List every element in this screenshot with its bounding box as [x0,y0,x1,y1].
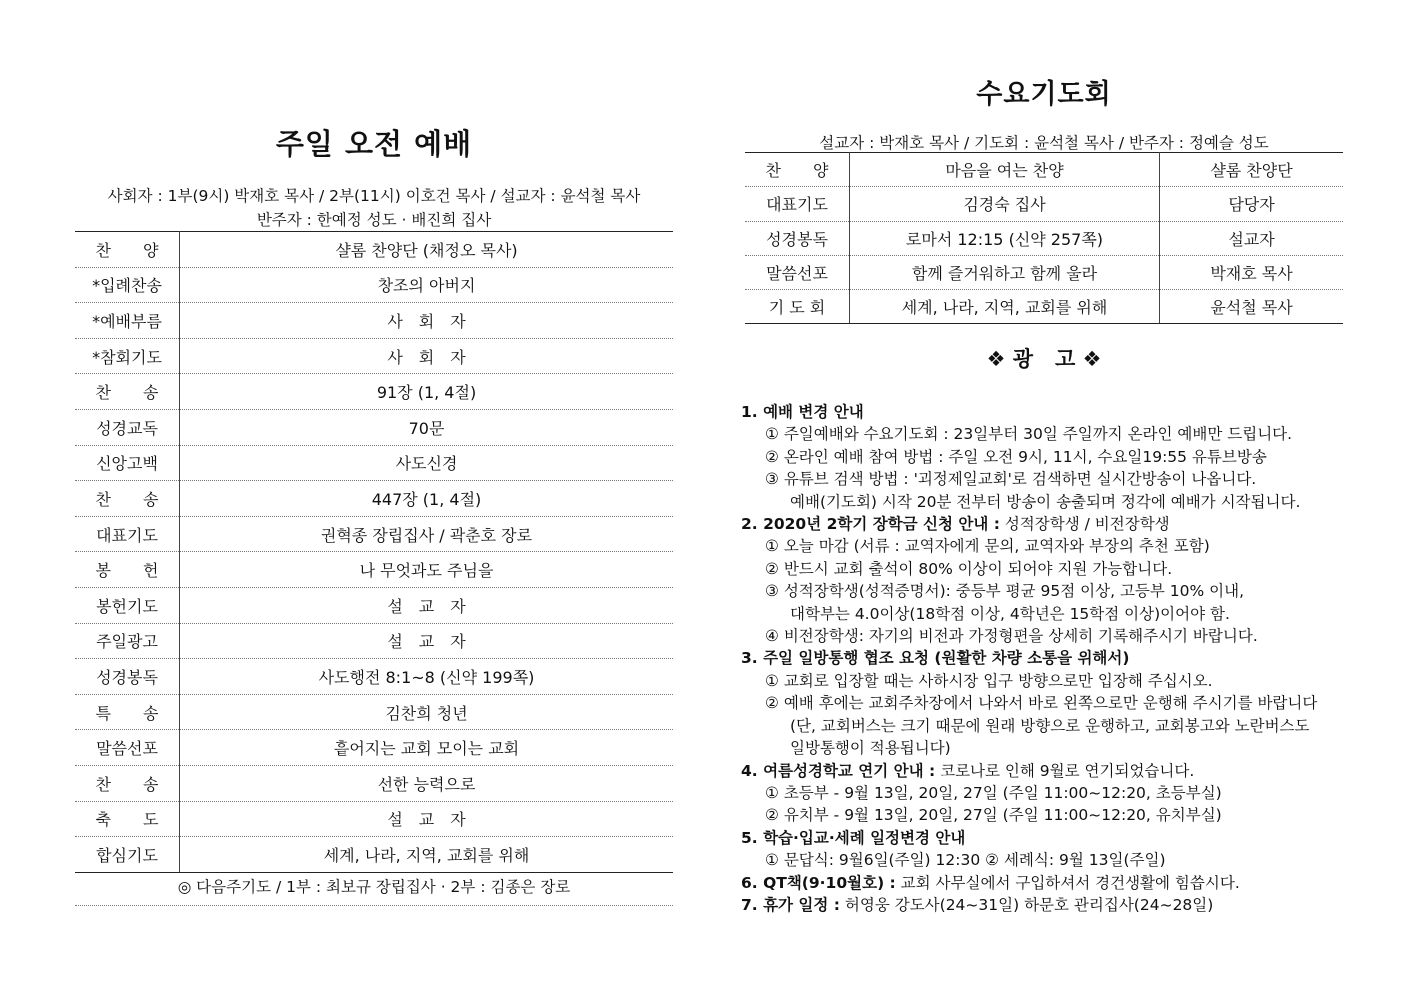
announcement-line: ② 예배 후에는 교회주차장에서 나와서 바로 왼쪽으로만 운행해 주시기를 바랍니다 [765,694,1318,713]
wednesday-prayer-title: 수요기도회 [976,79,1112,110]
order-label: *예배부름 [75,303,180,339]
announcement-line: ③ 성적장학생(성적증명서): 중등부 평균 95점 이상, 고등부 10% 이내, [765,582,1245,601]
announcement-heading-detail: 허영웅 강도사(24~31일) 하문호 관리집사(24~28일) [839,895,1214,914]
order-value: 김경숙 집사 [850,187,1160,221]
next-week-prayer: ◎ 다음주기도 / 1부 : 최보규 장립집사 · 2부 : 김종은 장로 [75,870,673,906]
order-label: 축 도 [75,801,180,837]
announcement-heading: 7. 휴가 일정 : [741,895,840,914]
order-value: 창조의 아버지 [180,267,674,303]
table-row [75,445,673,481]
announcement-heading: 3. 주일 일방통행 협조 요청 (원활한 차량 소통을 위해서) [741,649,1130,668]
wednesday-order-table [745,152,1343,324]
announcement-line: 일방통행이 적용됩니다) [790,739,951,758]
order-value: 설 교 자 [180,587,674,623]
order-label: 말씀선포 [75,730,180,766]
order-label: 대표기도 [75,516,180,552]
sunday-service-title: 주일 오전 예배 [275,127,473,161]
announcement-heading-row [741,513,1381,535]
order-value: 91장 (1, 4절) [180,374,674,410]
order-label: *참회기도 [75,338,180,374]
table-row [75,694,673,730]
order-value: 사도신경 [180,445,674,481]
announcement-line: ① 오늘 마감 (서류 : 교역자에게 문의, 교역자와 부장의 추천 포함) [765,537,1210,556]
order-label: 찬 양 [75,232,180,268]
announcements-title [745,343,1343,373]
table-row [745,290,1343,324]
announcement-heading: 2. 2020년 2학기 장학금 신청 안내 : [741,515,1000,534]
order-label: 봉헌기도 [75,587,180,623]
table-row [745,255,1343,289]
order-label: *입례찬송 [75,267,180,303]
order-label: 특 송 [75,694,180,730]
announcement-line: ③ 유튜브 검색 방법 : '괴정제일교회'로 검색하면 실시간방송이 나옵니다. [765,470,1257,489]
announcement-heading-detail: 교회 사무실에서 구입하셔서 경건생활에 힘씁시다. [895,873,1240,892]
table-row [75,552,673,588]
sunday-service-leaders: 사회자 : 1부(9시) 박재호 목사 / 2부(11시) 이호건 목사 / 설교자 : 윤석철 목사 [107,187,641,205]
table-row [745,153,1343,187]
order-value: 흩어지는 교회 모이는 교회 [180,730,674,766]
table-row [75,587,673,623]
announcement-heading: 5. 학습·입교·세례 일정변경 안내 [741,828,966,847]
table-row [75,232,673,268]
announcements-title-part: 고 ❖ [1055,347,1102,371]
announcements-title-part: ❖ 광 [986,347,1033,371]
table-row [745,221,1343,255]
announcement-heading: 6. QT책(9·10월호) : [741,873,896,892]
order-label: 찬 송 [75,765,180,801]
order-value: 함께 즐거워하고 함께 울라 [850,255,1160,289]
order-value: 나 무엇과도 주님을 [180,552,674,588]
announcement-line: (단, 교회버스는 크기 때문에 원래 방향으로 운행하고, 교회봉고와 노란버스도 [790,716,1310,735]
order-label: 성경봉독 [745,221,850,255]
table-row [75,765,673,801]
announcement-line: 대학부는 4.0이상(18학점 이상, 4학년은 15학점 이상)이어야 함. [790,604,1230,623]
table-row [75,409,673,445]
table-row [75,374,673,410]
table-row [745,187,1343,221]
announcement-heading-row [741,760,1381,782]
sunday-order-table [75,231,673,873]
order-person: 샬롬 찬양단 [1160,153,1344,187]
order-value: 샬롬 찬양단 (채정오 목사) [180,232,674,268]
order-label: 찬 송 [75,481,180,517]
order-label: 봉 헌 [75,552,180,588]
order-value: 마음을 여는 찬양 [850,153,1160,187]
order-person: 설교자 [1160,221,1344,255]
order-label: 성경교독 [75,409,180,445]
order-label: 찬 송 [75,374,180,410]
order-label: 기 도 회 [745,290,850,324]
order-label: 주일광고 [75,623,180,659]
table-row [75,303,673,339]
announcement-line: ② 유치부 - 9월 13일, 20일, 27일 (주일 11:00~12:20, 유치부실) [765,806,1222,825]
announcement-heading: 4. 여름성경학교 연기 안내 : [741,761,936,780]
order-value: 설 교 자 [180,623,674,659]
order-person: 담당자 [1160,187,1344,221]
table-row [75,730,673,766]
order-value: 김찬희 청년 [180,694,674,730]
order-value: 사 회 자 [180,338,674,374]
order-value: 사도행전 8:1~8 (신약 199쪽) [180,659,674,695]
order-value: 70문 [180,409,674,445]
order-label: 찬 양 [745,153,850,187]
table-row [75,659,673,695]
order-label: 신앙고백 [75,445,180,481]
table-row [75,481,673,517]
table-row [75,623,673,659]
announcement-line: ① 주일예배와 수요기도회 : 23일부터 30일 주일까지 온라인 예배만 드립니다. [765,425,1293,444]
announcement-heading: 1. 예배 변경 안내 [741,403,864,421]
announcements-list [741,401,1381,916]
order-label: 성경봉독 [75,659,180,695]
announcement-line: ① 초등부 - 9월 13일, 20일, 27일 (주일 11:00~12:20, 초등부실) [765,783,1222,802]
order-label: 합심기도 [75,837,180,873]
order-label: 말씀선포 [745,255,850,289]
order-value: 세계, 나라, 지역, 교회를 위해 [850,290,1160,324]
order-value: 447장 (1, 4절) [180,481,674,517]
announcement-heading-detail: 성적장학생 / 비전장학생 [999,515,1170,534]
table-row [75,516,673,552]
order-value: 설 교 자 [180,801,674,837]
announcement-line: ② 온라인 예배 참여 방법 : 주일 오전 9시, 11시, 수요일19:55 유튜브방송 [765,447,1267,466]
order-label: 대표기도 [745,187,850,221]
announcement-heading-detail: 코로나로 인해 9월로 연기되었습니다. [935,761,1195,780]
wednesday-prayer-leaders: 설교자 : 박재호 목사 / 기도회 : 윤석철 목사 / 반주자 : 정예슬 성도 [819,134,1269,152]
announcement-line: ① 교회로 입장할 때는 사하시장 입구 방향으로만 입장해 주십시오. [765,671,1213,690]
announcement-heading-row [741,894,1381,916]
table-row [75,338,673,374]
order-value: 세계, 나라, 지역, 교회를 위해 [180,837,674,873]
announcement-line: ① 문답식: 9월6일(주일) 12:30 ② 세례식: 9월 13일(주일) [765,851,1166,870]
announcement-heading-row [741,872,1381,894]
order-value: 사 회 자 [180,303,674,339]
order-value: 권혁종 장립집사 / 곽춘호 장로 [180,516,674,552]
order-person: 윤석철 목사 [1160,290,1344,324]
order-value: 로마서 12:15 (신약 257쪽) [850,221,1160,255]
order-person: 박재호 목사 [1160,255,1344,289]
table-row [75,267,673,303]
table-row [75,837,673,873]
table-row [75,801,673,837]
order-value: 선한 능력으로 [180,765,674,801]
announcement-line: ④ 비전장학생: 자기의 비전과 가정형편을 상세히 기록해주시기 바랍니다. [765,627,1258,646]
sunday-service-accompanists: 반주자 : 한예정 성도 · 배진희 집사 [256,211,492,229]
announcement-line: ② 반드시 교회 출석이 80% 이상이 되어야 지원 가능합니다. [765,559,1173,578]
announcement-line: 예배(기도회) 시작 20분 전부터 방송이 송출되며 정각에 예배가 시작됩니다. [790,492,1301,511]
